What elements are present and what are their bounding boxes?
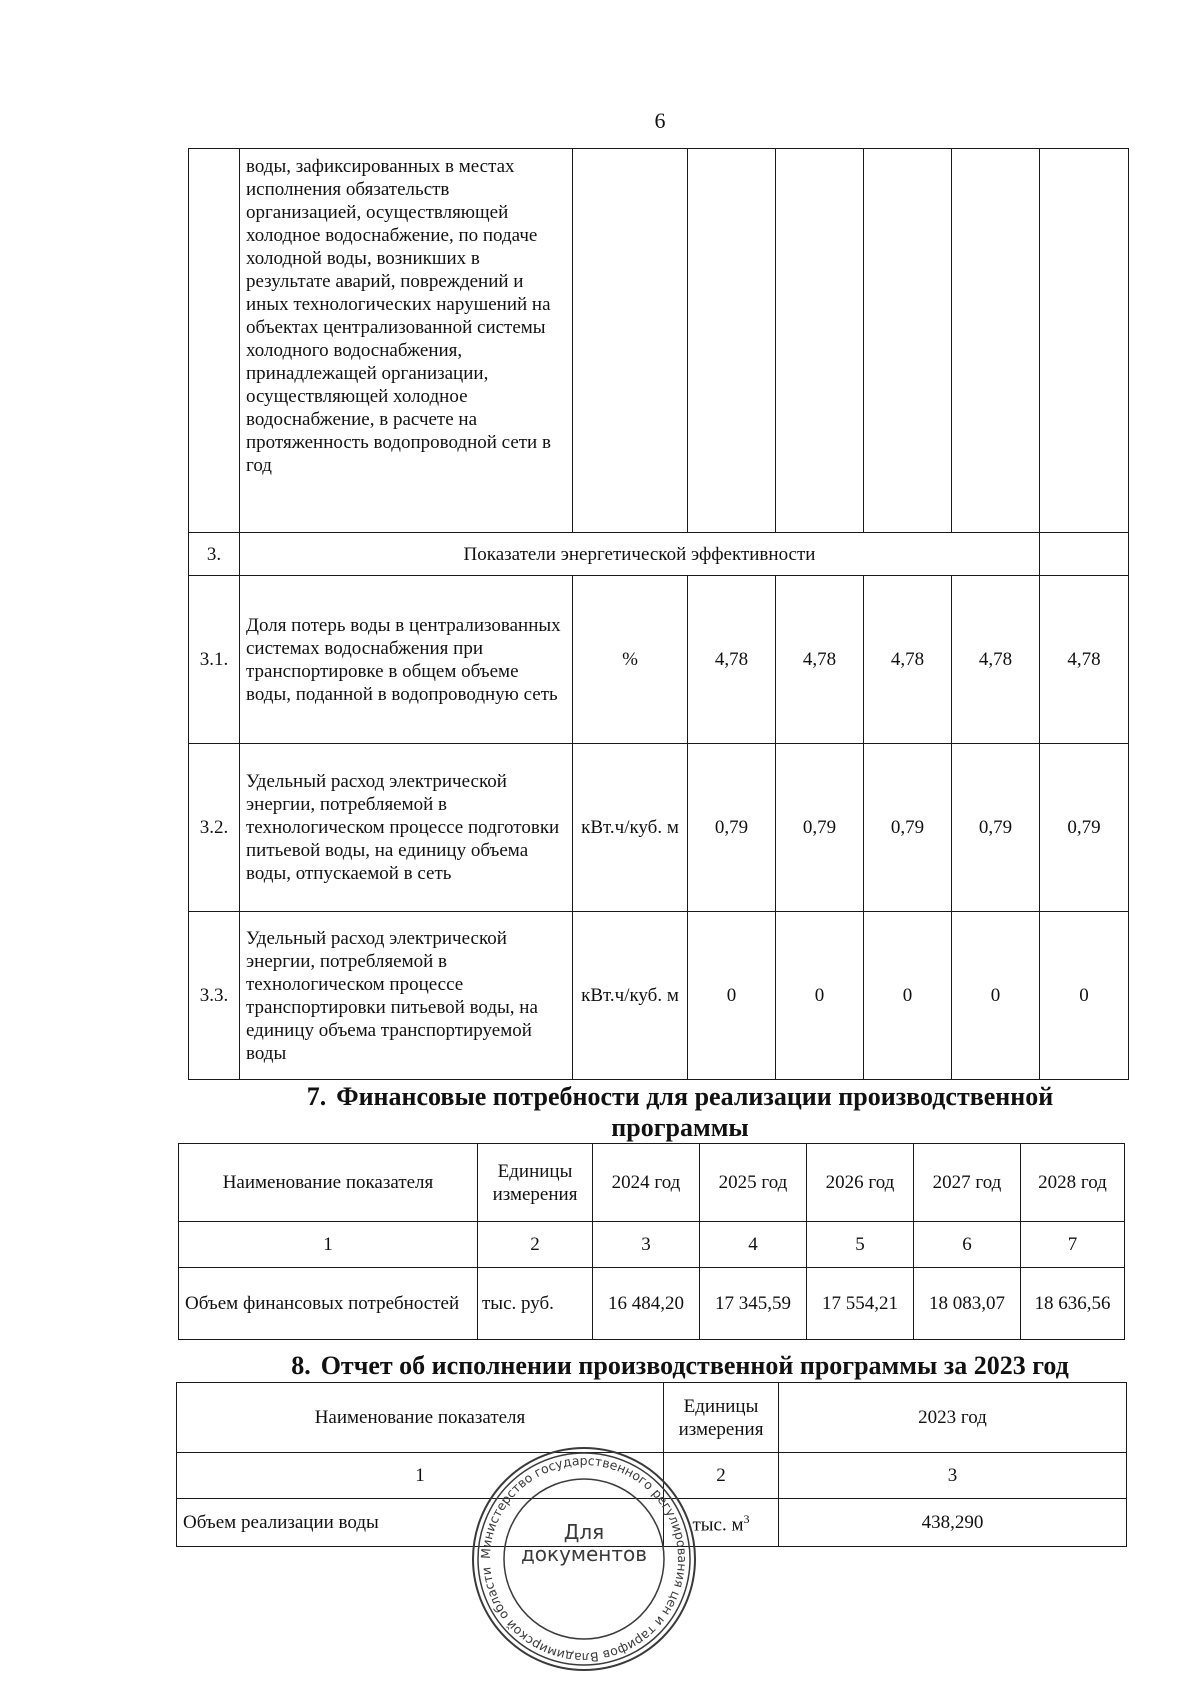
indicator-name-cell: Объем реализации воды [177, 1499, 664, 1547]
index-cell: 4 [700, 1222, 807, 1268]
index-cell: 1 [177, 1453, 664, 1499]
indicator-name-cell: Удельный расход электрической энергии, потребляемой в технологическом процессе подготовки питьевой воды, на единицу объема воды, отпускаемой в сеть [240, 744, 573, 912]
value-cell: 0 [776, 912, 864, 1080]
section-number: 3. [189, 533, 240, 576]
index-cell: 1 [179, 1222, 478, 1268]
value-cell: 0 [688, 912, 776, 1080]
table-row [179, 1268, 1125, 1340]
unit-cell: кВт.ч/куб. м [573, 744, 688, 912]
value-cell [1040, 149, 1129, 533]
value-cell: 18 083,07 [914, 1268, 1021, 1340]
unit-cell: кВт.ч/куб. м [573, 912, 688, 1080]
value-cell: 17 345,59 [700, 1268, 807, 1340]
value-cell: 4,78 [1040, 576, 1129, 744]
value-cell: 0,79 [1040, 744, 1129, 912]
section-7-title-line1: Финансовые потребности для реализации производственной [336, 1082, 1054, 1111]
table-row [189, 912, 1129, 1080]
row-number-cell [189, 149, 240, 533]
column-header: Единицы измерения [664, 1383, 779, 1453]
unit-cell: тыс. руб. [478, 1268, 593, 1340]
section-title: Показатели энергетической эффективности [240, 533, 1040, 576]
value-cell: 4,78 [864, 576, 952, 744]
column-header: 2025 год [700, 1144, 807, 1222]
index-row [179, 1222, 1125, 1268]
stamp-center-line2: документов [520, 1542, 648, 1566]
value-cell [1040, 533, 1129, 576]
indicators-table [188, 148, 1129, 1080]
value-cell [864, 149, 952, 533]
indicator-name-cell: воды, зафиксированных в местах исполнения обязательств организацией, осуществляющей холодное водоснабжение, по подаче холодной воды, возникших в результате аварий, повреждений и иных технологических нарушений на объектах централизованной системы холодного водоснабжения, принадлежащей организации, осуществляющей холодное водоснабжение, в расчете на протяженность водопроводной сети в год [240, 149, 573, 533]
header-row [179, 1144, 1125, 1222]
index-cell: 3 [779, 1453, 1127, 1499]
stamp-center-text [470, 1521, 698, 1565]
column-header: 2024 год [593, 1144, 700, 1222]
official-stamp [470, 1445, 698, 1673]
column-header: Наименование показателя [179, 1144, 478, 1222]
section-7-title-line2: программы [611, 1113, 749, 1142]
value-cell: 4,78 [688, 576, 776, 744]
table-row [189, 149, 1129, 533]
value-cell: 16 484,20 [593, 1268, 700, 1340]
section-8-title: Отчет об исполнении производственной программы за 2023 год [320, 1351, 1069, 1380]
section-7-number: 7. [306, 1082, 327, 1111]
index-cell: 2 [664, 1453, 779, 1499]
indicator-name-cell: Доля потерь воды в централизованных системах водоснабжения при транспортировке в общем объеме воды, поданной в водопроводную сеть [240, 576, 573, 744]
indicator-name-cell: Объем финансовых потребностей [179, 1268, 478, 1340]
column-header: 2023 год [779, 1383, 1127, 1453]
unit-text: тыс. м [692, 1514, 744, 1536]
table-row [189, 744, 1129, 912]
stamp-ring-text: Министерство государственного регулирования цен и тарифов Владимирской области [477, 1452, 691, 1666]
value-cell: 0,79 [952, 744, 1040, 912]
stamp-center-line1: Для [563, 1520, 605, 1544]
table-row [189, 576, 1129, 744]
value-cell: 4,78 [776, 576, 864, 744]
value-cell: 0 [1040, 912, 1129, 1080]
section-row [189, 533, 1129, 576]
section-7-heading-line2 [530, 1113, 830, 1142]
row-number-cell: 3.3. [189, 912, 240, 1080]
indicator-name-cell: Удельный расход электрической энергии, потребляемой в технологическом процессе транспортировки питьевой воды, на единицу объема транспортируемой воды [240, 912, 573, 1080]
index-cell: 6 [914, 1222, 1021, 1268]
section-8-number: 8. [291, 1351, 311, 1380]
index-cell: 2 [478, 1222, 593, 1268]
unit-superscript: 3 [743, 1512, 750, 1527]
value-cell: 18 636,56 [1021, 1268, 1125, 1340]
value-cell: 4,78 [952, 576, 1040, 744]
value-cell: 0,79 [776, 744, 864, 912]
financial-needs-table [178, 1143, 1125, 1340]
row-number-cell: 3.1. [189, 576, 240, 744]
row-number-cell: 3.2. [189, 744, 240, 912]
index-cell: 5 [807, 1222, 914, 1268]
column-header: 2028 год [1021, 1144, 1125, 1222]
value-cell: 0 [952, 912, 1040, 1080]
unit-cell [573, 149, 688, 533]
column-header: Единицы измерения [478, 1144, 593, 1222]
header-row [177, 1383, 1127, 1453]
value-cell: 0 [864, 912, 952, 1080]
value-cell [688, 149, 776, 533]
value-cell: 438,290 [779, 1499, 1127, 1547]
index-cell: 7 [1021, 1222, 1125, 1268]
value-cell: 17 554,21 [807, 1268, 914, 1340]
page-number: 6 [654, 108, 666, 133]
column-header: 2026 год [807, 1144, 914, 1222]
value-cell: 0,79 [688, 744, 776, 912]
unit-cell: % [573, 576, 688, 744]
section-8-heading [230, 1351, 1130, 1380]
value-cell [952, 149, 1040, 533]
column-header: 2027 год [914, 1144, 1021, 1222]
section-7-heading [230, 1082, 1130, 1111]
value-cell: 0,79 [864, 744, 952, 912]
index-cell: 3 [593, 1222, 700, 1268]
value-cell [776, 149, 864, 533]
column-header: Наименование показателя [177, 1383, 664, 1453]
